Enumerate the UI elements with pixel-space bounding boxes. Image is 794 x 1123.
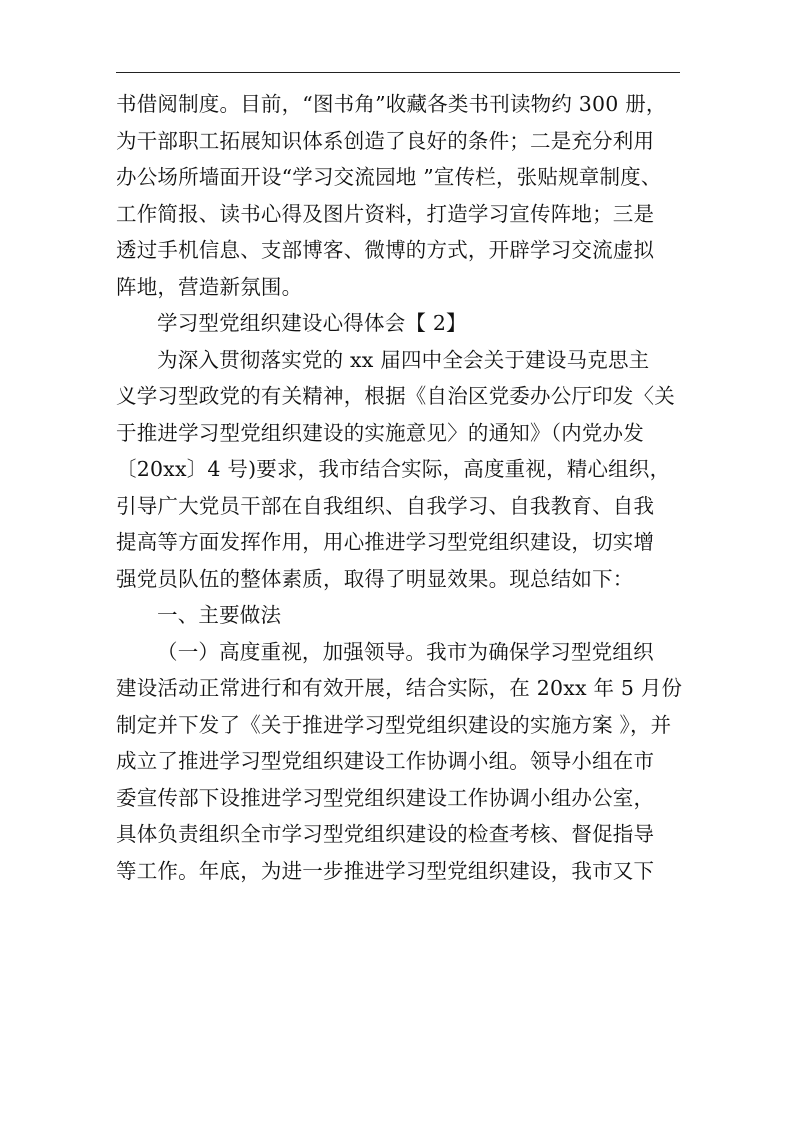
text-line: 引导广大党员干部在自我组织、自我学习、自我教育、自我 — [116, 493, 655, 518]
text-line: 〔20xx〕4 号)要求，我市结合实际，高度重视，精心组织， — [116, 457, 671, 481]
header-rule — [116, 72, 680, 73]
text-line: 透过手机信息、支部博客、微博的方式，开辟学习交流虚拟 — [116, 238, 655, 262]
text-line: 阵地，营造新氛围。 — [116, 274, 303, 299]
text-line: 为深入贯彻落实党的 xx 届四中全会关于建设马克思主 — [157, 347, 650, 372]
text-line: 提高等方面发挥作用，用心推进学习型党组织建设，切实增 — [116, 530, 655, 554]
text-line: 等工作。年底，为进一步推进学习型党组织建设，我市又下 — [116, 858, 655, 883]
heading-main-practices — [116, 597, 684, 634]
section-title-text: 学习型党组织建设心得体会【 2】 — [157, 311, 467, 335]
text-line: 强党员队伍的整体素质，取得了明显效果。现总结如下： — [116, 566, 634, 591]
text-line: 具体负责组织全市学习型党组织建设的检查考核、督促指导 — [116, 822, 655, 846]
paragraph-intro — [116, 342, 684, 598]
text-line: 委宣传部下设推进学习型党组织建设工作协调小组办公室， — [116, 785, 655, 810]
heading-text: 一、主要做法 — [157, 603, 282, 627]
text-line: 工作简报、读书心得及图片资料，打造学习宣传阵地；三是 — [116, 201, 655, 226]
text-line: 制定并下发了《关于推进学习型党组织建设的实施方案 》，并 — [116, 712, 672, 737]
text-line: （一）高度重视，加强领导。我市为确保学习型党组织 — [157, 639, 654, 664]
paragraph-leadership — [116, 634, 684, 890]
text-line: 为干部职工拓展知识体系创造了良好的条件；二是充分利用 — [116, 128, 655, 153]
text-line: 于推进学习型党组织建设的实施意见〉的通知》（内党办发 — [116, 420, 644, 445]
paragraph-continuation — [116, 86, 684, 305]
document-body — [116, 86, 684, 889]
text-line: 办公场所墙面开设“学习交流园地 ”宣传栏，张贴规章制度、 — [116, 165, 662, 189]
section-title — [116, 305, 684, 342]
text-line: 书借阅制度。目前，“图书角”收藏各类书刊读物约 300 册， — [116, 92, 667, 116]
text-line: 义学习型政党的有关精神，根据《自治区党委办公厅印发〈关 — [116, 384, 675, 408]
text-line: 成立了推进学习型党组织建设工作协调小组。领导小组在市 — [116, 749, 655, 773]
text-line: 建设活动正常进行和有效开展，结合实际，在 20xx 年 5 月份 — [116, 676, 683, 700]
